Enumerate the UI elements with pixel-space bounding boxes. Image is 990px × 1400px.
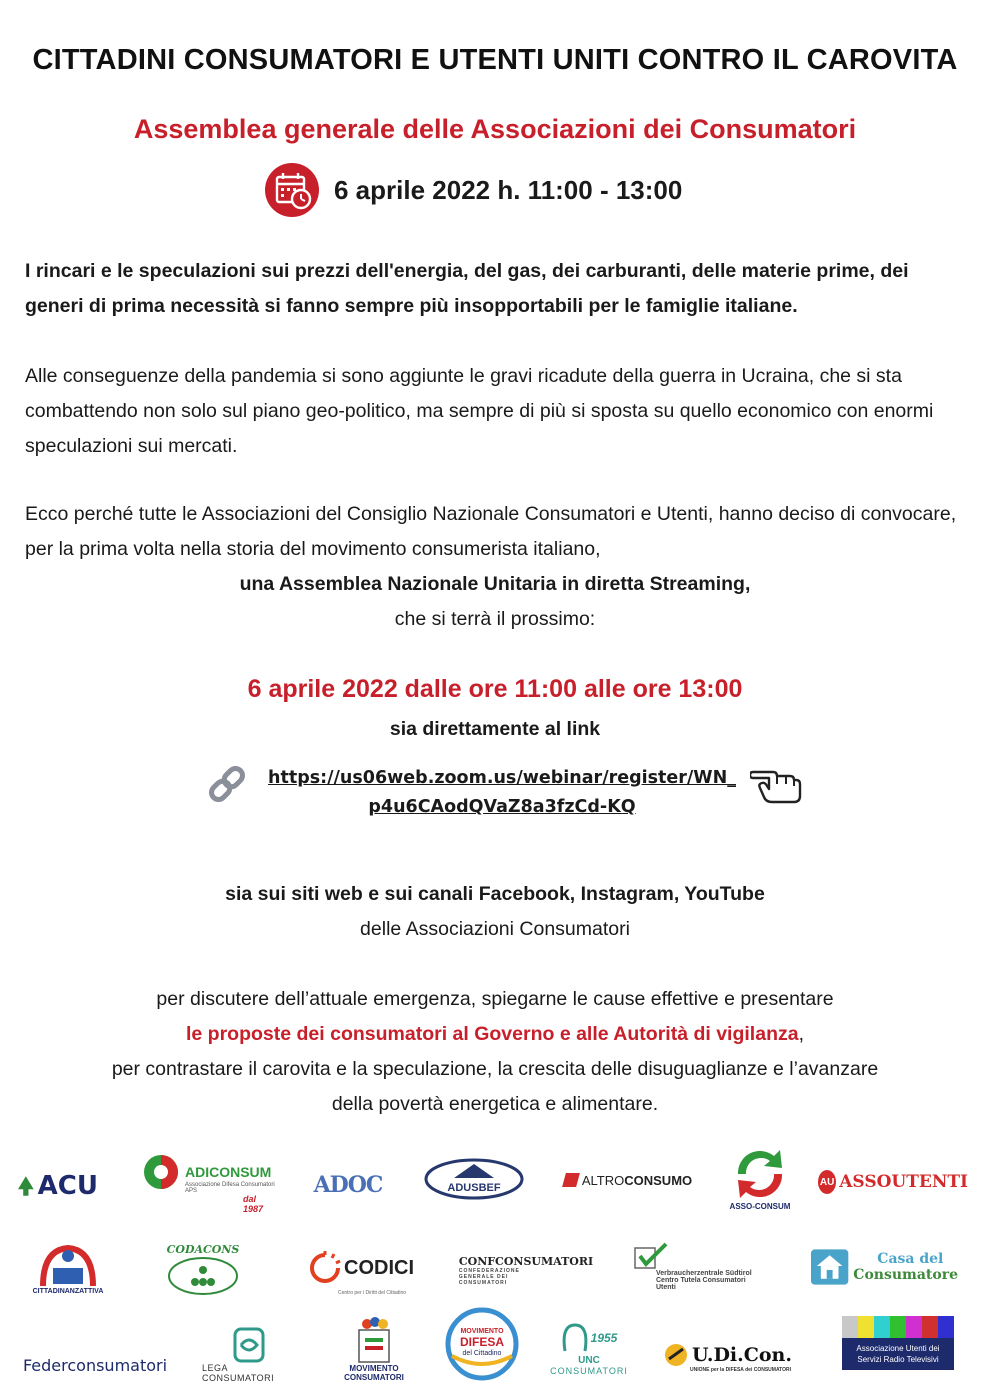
movimento-consumatori-line-2: CONSUMATORI xyxy=(344,1373,404,1382)
chain-link-icon xyxy=(206,764,248,804)
registration-link-line-1: https://us06web.zoom.us/webinar/register/WN_ xyxy=(268,768,736,788)
logo-movimento-consumatori xyxy=(334,1310,414,1388)
unc-ribbon-icon xyxy=(561,1321,589,1355)
logo-federconsumatori xyxy=(20,1348,166,1382)
confconsumatori-text xyxy=(459,1255,593,1286)
association-logos xyxy=(0,1140,990,1390)
pointing-hand-icon xyxy=(750,762,806,804)
logo-adiconsum xyxy=(143,1158,278,1214)
page-title: CITTADINI CONSUMATORI E UTENTI UNITI CONTRO IL CAROVITA xyxy=(32,44,958,76)
logo-cittadinanzattiva xyxy=(26,1236,110,1300)
logo-asso-consum xyxy=(722,1142,798,1214)
event-date-highlight: 6 aprile 2022 dalle ore 11:00 alle ore 13:00 xyxy=(247,675,743,703)
discussion-line-3: per contrastare il carovita e la speculazione, la crescita delle disuguaglianze e l’avanzare xyxy=(111,1058,879,1080)
logo-udicon xyxy=(664,1336,798,1380)
page-subtitle: Assemblea generale delle Associazioni dei Consumatori xyxy=(133,114,857,144)
codici-wordmark: CODICI xyxy=(344,1256,414,1279)
confconsumatori-subtitle: CONFEDERAZIONE GENERALE DEI CONSUMATORI xyxy=(458,1267,520,1286)
logo-movimento-difesa-cittadino xyxy=(444,1306,520,1382)
discussion-proposals xyxy=(0,1017,990,1052)
codici-subtitle: Centro per i Diritti del Cittadino xyxy=(338,1290,407,1296)
asso-consum-wordmark: ASSO-CONSUM xyxy=(729,1201,791,1211)
udicon-row xyxy=(664,1343,792,1367)
discussion-line-4: della povertà energetica e alimentare. xyxy=(331,1093,659,1115)
udicon-wordmark: U.Di.Con. xyxy=(692,1344,792,1366)
adoc-wordmark: ADOC xyxy=(313,1172,383,1198)
unc-year: 1955 xyxy=(590,1330,618,1345)
unc-line-1: UNC xyxy=(578,1354,600,1366)
vzs-check-icon xyxy=(634,1242,668,1270)
altroconsumo-mark-icon xyxy=(562,1173,580,1187)
adiconsum-subtitle: Associazione Difesa Consumatori APS xyxy=(185,1182,275,1194)
channels-line: sia sui siti web e sui canali Facebook, Instagram, YouTube xyxy=(225,883,765,905)
vzs-line-1: Verbraucherzentrale Südtirol xyxy=(656,1269,752,1277)
adiconsum-mark-icon xyxy=(143,1154,179,1190)
adusbef-wordmark: ADUSBEF xyxy=(447,1182,501,1194)
casa-line-1: Casa del xyxy=(877,1251,944,1267)
event-date-header xyxy=(264,160,682,220)
confconsumatori-wordmark: CONFCONSUMATORI xyxy=(458,1254,594,1268)
registration-link-block xyxy=(200,760,810,830)
logo-codacons xyxy=(166,1240,240,1298)
movimento-consumatori-mark-icon xyxy=(351,1316,397,1364)
registration-link[interactable] xyxy=(252,764,752,822)
logo-verbraucherzentrale xyxy=(634,1238,764,1294)
assoutenti-mark-icon: AU xyxy=(818,1170,836,1194)
codacons-wordmark: CODACONS xyxy=(166,1242,240,1256)
logo-confconsumatori xyxy=(458,1246,594,1294)
logo-acu xyxy=(18,1166,98,1206)
aur-text-block xyxy=(842,1338,954,1370)
asso-consum-mark-icon xyxy=(730,1146,790,1202)
aur-line-1: Associazione Utenti dei xyxy=(856,1344,940,1353)
registration-link-line-2: p4u6CAodQVaZ8a3fzCd-KQ xyxy=(368,797,636,817)
codacons-mark-icon xyxy=(167,1256,239,1296)
casa-text xyxy=(853,1251,958,1283)
paragraph-prices: I rincari e le speculazioni sui prezzi dell'energia, del gas, dei carburanti, delle materie prime, dei generi di prima necessità si fanno sempre più insopportabili per le famiglie italiane. xyxy=(25,260,909,317)
calendar-clock-icon xyxy=(264,162,320,218)
logo-adusbef xyxy=(424,1158,524,1200)
aur-line-2: Servizi Radio Televisivi xyxy=(857,1355,939,1364)
logo-adoc xyxy=(308,1164,388,1206)
discussion-proposals-comma: , xyxy=(798,1023,804,1045)
movimento-consumatori-line-1: MOVIMENTO xyxy=(349,1364,399,1373)
lega-mark-icon xyxy=(229,1327,269,1363)
next-date-intro: che si terrà il prossimo: xyxy=(394,608,596,630)
mdc-line-1: MOVIMENTO xyxy=(460,1328,504,1335)
logo-casa-del-consumatore xyxy=(810,1246,958,1288)
channels-associations: delle Associazioni Consumatori xyxy=(360,918,630,940)
logo-unc-consumatori xyxy=(542,1312,636,1384)
casa-line-2: Consumatore xyxy=(853,1267,958,1283)
logo-assoutenti xyxy=(818,1166,968,1198)
mdc-line-2: DIFESA xyxy=(459,1335,504,1349)
vzs-line-2: Centro Tutela Consumatori Utenti xyxy=(656,1276,746,1291)
logo-aur xyxy=(842,1316,954,1370)
assembly-line: una Assemblea Nazionale Unitaria in diretta Streaming, xyxy=(239,573,751,595)
paragraph-convocation: Ecco perché tutte le Associazioni del Consiglio Nazionale Consumatori e Utenti, hanno deciso di convocare, per la prima volta nella storia del movimento consumerista italiano, xyxy=(25,503,957,560)
mdc-line-3: del Cittadino xyxy=(462,1350,502,1357)
acu-mark-icon xyxy=(18,1171,34,1201)
unc-line-2: CONSUMATORI xyxy=(550,1365,628,1376)
udicon-mark-icon xyxy=(664,1343,688,1367)
casa-house-icon xyxy=(810,1248,849,1286)
aur-colorbars-icon xyxy=(842,1316,954,1338)
acu-wordmark: ACU xyxy=(37,1171,98,1201)
logo-lega-consumatori xyxy=(202,1326,296,1384)
cittadinanzattiva-mark-icon xyxy=(35,1242,101,1288)
altroconsumo-word-b: CONSUMO xyxy=(624,1172,693,1188)
discussion-proposals-text: le proposte dei consumatori al Governo e alle Autorità di vigilanza xyxy=(186,1023,799,1045)
link-intro: sia direttamente al link xyxy=(389,718,601,740)
udicon-subtitle: UNIONE per la DIFESA dei CONSUMATORI xyxy=(690,1367,792,1373)
logo-altroconsumo xyxy=(558,1168,698,1192)
mdc-text xyxy=(444,1326,520,1359)
logo-codici xyxy=(308,1244,414,1296)
paragraph-war: Alle conseguenze della pandemia si sono aggiunte le gravi ricadute della guerra in Ucraina, che si sta combattendo non solo sul piano geo-politico, ma sempre di più si sposta su quello economico con enormi speculazioni sui mercati. xyxy=(25,365,934,457)
adiconsum-wordmark: ADICONSUM xyxy=(185,1164,272,1180)
discussion-line-1: per discutere dell’attuale emergenza, spiegarne le cause effettive e presentare xyxy=(156,988,834,1010)
cittadinanzattiva-wordmark: CITTADINANZATTIVA xyxy=(32,1287,104,1295)
assoutenti-wordmark: ASSOUTENTI xyxy=(839,1172,968,1192)
adiconsum-year: dal 1987 xyxy=(243,1194,264,1214)
codici-sun-icon xyxy=(308,1251,342,1285)
unc-mark-row xyxy=(561,1321,618,1355)
federconsumatori-wordmark: Federconsumatori xyxy=(22,1355,168,1375)
lega-wordmark: LEGA CONSUMATORI xyxy=(202,1363,275,1383)
altroconsumo-word-a: ALTRO xyxy=(581,1172,625,1188)
event-date-time: 6 aprile 2022 h. 11:00 - 13:00 xyxy=(334,174,683,205)
